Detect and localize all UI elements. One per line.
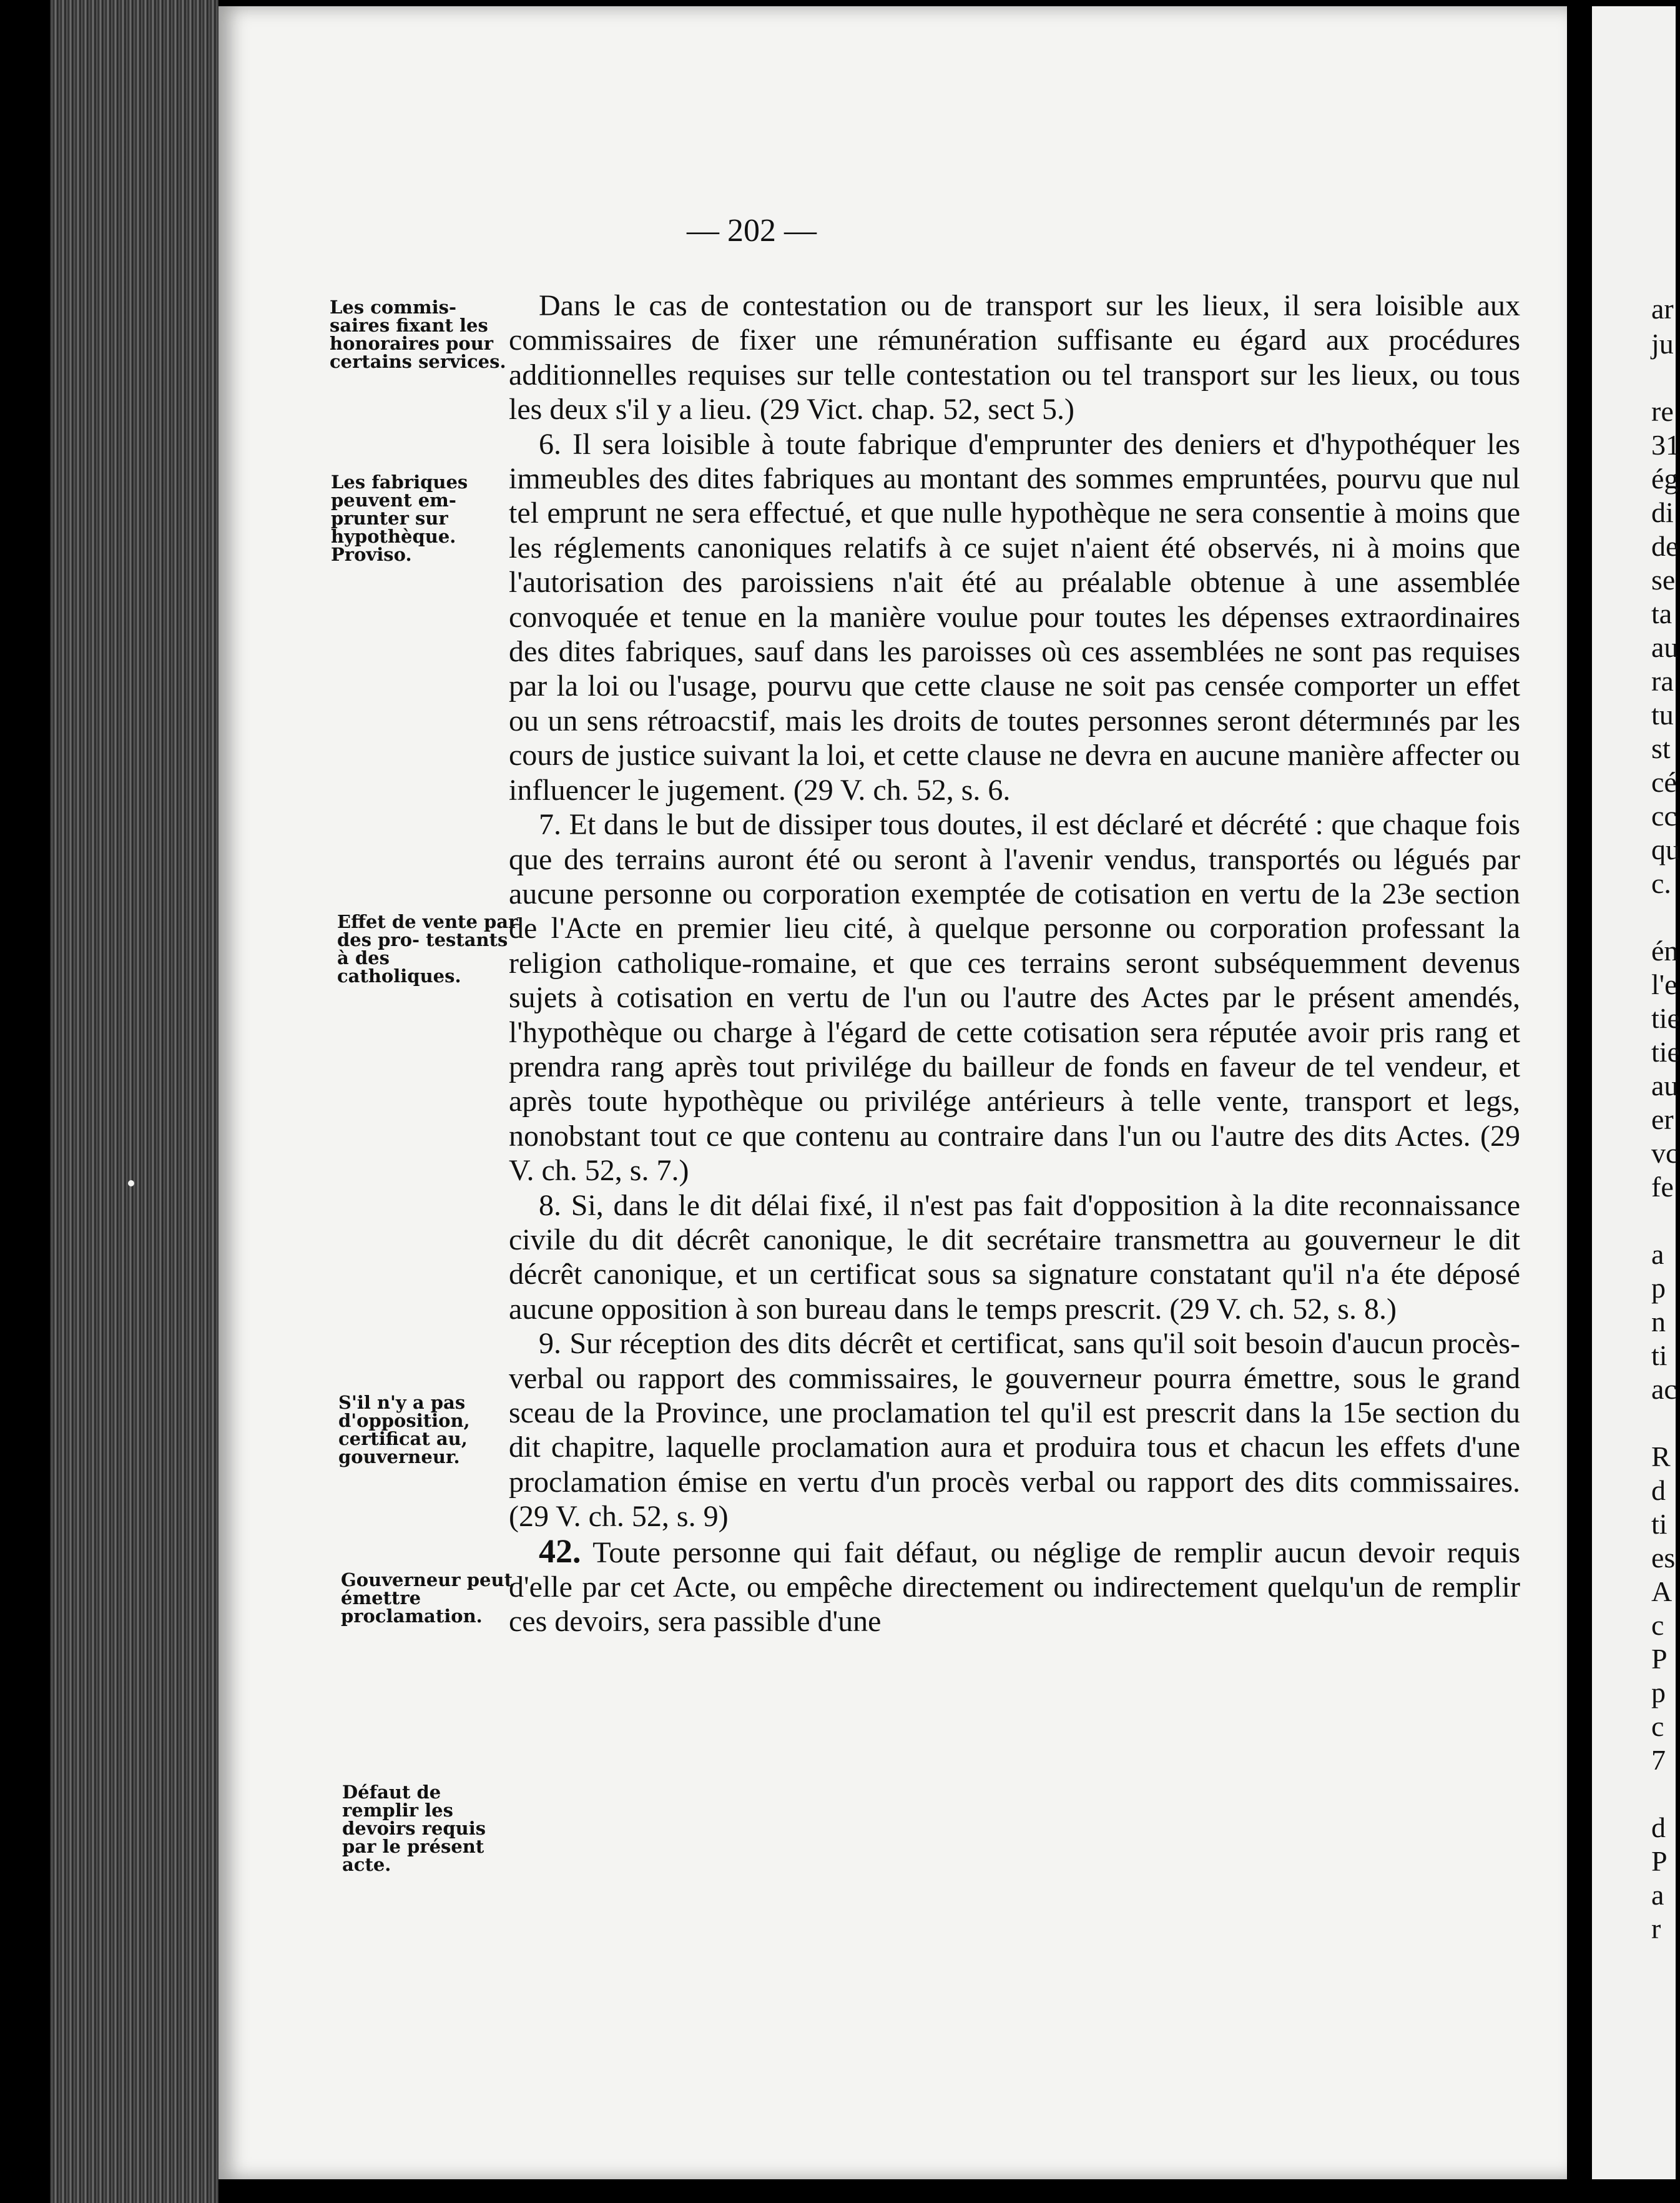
margin-note-effet-de-vente: Effet de vente par des pro- testants à des catholiques. bbox=[337, 911, 518, 987]
next-page-fragment: ju bbox=[1651, 328, 1674, 360]
next-page-fragment: cc bbox=[1651, 800, 1677, 832]
next-page-fragment: di bbox=[1651, 496, 1674, 528]
next-page-fragment: ac bbox=[1651, 1373, 1677, 1405]
paragraph-section-7: 7. Et dans le but de dissiper tous doutes, il est déclaré et décrété : que chaque fois que des terrains auront été ou seront à l'avenir vendus, transportés ou légués par aucune personne ou corporation exemptée de cotisation en vertu de la 23e section de l'Acte en premier lieu cité, à quelque personne ou corporation professant la religion catholique-romaine, et que ces terrains seront subséquemment devenus sujets à cotisation en vertu de l'un ou l'autre des Actes par le présent amendés, l'hypothèque ou charge à l'égard de cette cotisation sera réputée avoir pris rang et prendra rang après tout privilége du bailleur de fonds en faveur de tel vendeur, et après toute hypothèque ou privilége antérieurs à telle vente, transport et legs, nonobstant tout ce que contenu au contraire dans l'un ou l'autre des dits Actes. (29 V. ch. 52, s. 7.) bbox=[509, 808, 1520, 1188]
next-page-fragment: ti bbox=[1651, 1339, 1668, 1371]
next-page-fragment: P bbox=[1651, 1845, 1668, 1877]
next-page-fragment: ti bbox=[1651, 1508, 1668, 1540]
next-page-fragment: vc bbox=[1651, 1137, 1679, 1169]
next-page-fragment: au bbox=[1651, 631, 1679, 663]
next-page-fragment: ta bbox=[1651, 598, 1673, 629]
next-page-fragment: ég bbox=[1651, 463, 1679, 495]
next-page-fragment: A bbox=[1651, 1575, 1673, 1607]
body-text bbox=[509, 288, 1520, 1639]
next-page-fragment: se bbox=[1651, 564, 1676, 596]
paragraph-section-9: 9. Sur réception des dits décrêt et certificat, sans qu'il soit besoin d'aucun procès-verbal ou rapport des commissaires, le gouverneur pourra émettre, sous le grand sceau de la Province, une proclamation tel qu'il est prescrit dans la 15e section du dit chapitre, laquelle proclamation aura et produira tous et chacun les effets d'une proclamation émise en vertu d'un procès verbal ou rapport des dits commissaires. (29 V. ch. 52, s. 9) bbox=[509, 1327, 1520, 1534]
next-page-fragment: tie bbox=[1651, 1002, 1680, 1034]
margin-note-gouverneur: Gouverneur peut émettre proclamation. bbox=[341, 1569, 513, 1627]
next-page-fragment: d bbox=[1651, 1811, 1666, 1843]
margin-note-commissaires: Les commis- saires fixant les honoraires pour certains services. bbox=[330, 297, 506, 372]
margin-note-defaut: Défaut de remplir les devoirs requis par le présent acte. bbox=[342, 1782, 486, 1875]
margin-note-fabriques: Les fabriques peuvent em- prunter sur hypothèque. Proviso. bbox=[331, 471, 468, 565]
next-page-fragment: qu bbox=[1651, 834, 1680, 865]
next-page-fragment: R bbox=[1651, 1441, 1671, 1472]
paragraph-section-8: 8. Si, dans le dit délai fixé, il n'est pas fait d'opposition à la dite reconnaissance civile du dit décrêt canonique, le dit secrétaire transmettra au gouverneur le dit décrêt canonique, et un certificat sous sa signature constatant qu'il n'a éte déposé aucune opposition à son bureau dans le temps prescrit. (29 V. ch. 52, s. 8.) bbox=[509, 1188, 1520, 1326]
next-page-fragment: ar bbox=[1651, 293, 1674, 325]
next-page-fragment: c bbox=[1651, 1609, 1664, 1641]
section-42-number: 42. bbox=[539, 1532, 581, 1570]
next-page-fragment: 7 bbox=[1651, 1744, 1666, 1776]
paragraph-section-42 bbox=[509, 1534, 1520, 1639]
next-page-fragment: P bbox=[1651, 1643, 1668, 1675]
next-page-edge bbox=[1592, 6, 1680, 2179]
scan-speck bbox=[128, 1180, 134, 1186]
next-page-fragment: c. bbox=[1651, 867, 1671, 899]
next-page-fragment: tie bbox=[1651, 1036, 1680, 1068]
next-page-fragment: er bbox=[1651, 1103, 1674, 1135]
next-page-fragment: r bbox=[1651, 1913, 1661, 1944]
margin-note-opposition: S'il n'y a pas d'opposition, certificat au, gouverneur. bbox=[338, 1392, 470, 1467]
next-page-fragment: a bbox=[1651, 1238, 1664, 1270]
next-page-fragment: p bbox=[1651, 1677, 1666, 1708]
next-page-fragment: re bbox=[1651, 395, 1674, 427]
next-page-fragment: ra bbox=[1651, 665, 1674, 697]
section-42-text: Toute personne qui fait défaut, ou néglige de remplir aucun devoir requis d'elle par cet Acte, ou empêche directement ou indirectement quelqu'un de remplir ces devoirs, sera passible d'une bbox=[509, 1535, 1521, 1639]
next-page-fragment: n bbox=[1651, 1306, 1666, 1338]
next-page-fragment: én bbox=[1651, 935, 1679, 967]
next-page-fragment: st bbox=[1651, 732, 1671, 764]
next-page-fragment: fe bbox=[1651, 1171, 1674, 1203]
next-page-fragment: de bbox=[1651, 530, 1679, 562]
page-number: — 202 — bbox=[687, 213, 817, 249]
book-edge bbox=[50, 0, 219, 2203]
paragraph-section-6: 6. Il sera loisible à toute fabrique d'emprunter des deniers et d'hypothéquer les immeubles des dites fabriques au montant des sommes empruntées, pourvu que nul tel emprunt ne sera effectué, et que nulle hypothèque ne sera consentie à moins que les réglements canoniques relatifs à ce sujet n'aient été observés, ni à moins que l'autorisation des paroissiens n'ait été au préalable obtenue à une assemblée convoquée et tenue en la manière voulue pour toutes les dépenses extraordinaires des dites fabriques, sauf dans les paroisses où ces assemblées ne sont pas requises par la loi ou l'usage, pourvu que cette clause ne soit pas censée comporter un effet ou un sens rétroacstif, mais les droits de toutes personnes seront détermınés par les cours de justice suivant la loi, et cette clause ne devra en aucune manière affecter ou influencer le jugement. (29 V. ch. 52, s. 6. bbox=[509, 427, 1520, 807]
next-page-fragment: d bbox=[1651, 1474, 1666, 1506]
paragraph-commissaires: Dans le cas de contestation ou de transport sur les lieux, il sera loisible aux commissaires de fixer une rémunération suffisante eu égard aux procédures additionnelles requises sur telle contestation ou tel transport sur les lieux, ou tous les deux s'il y a lieu. (29 Vict. chap. 52, sect 5.) bbox=[509, 289, 1520, 426]
next-page-fragment: au bbox=[1651, 1070, 1679, 1102]
next-page-fragment: es bbox=[1651, 1542, 1676, 1574]
next-page-fragment: 31 bbox=[1651, 429, 1680, 461]
next-page-fragment: tu bbox=[1651, 699, 1674, 731]
next-page-fragment: cé bbox=[1651, 766, 1677, 798]
next-page-fragment: l'e bbox=[1651, 968, 1678, 1000]
next-page-fragment: a bbox=[1651, 1879, 1664, 1911]
next-page-fragment: c bbox=[1651, 1710, 1664, 1742]
next-page-fragment: p bbox=[1651, 1272, 1666, 1304]
